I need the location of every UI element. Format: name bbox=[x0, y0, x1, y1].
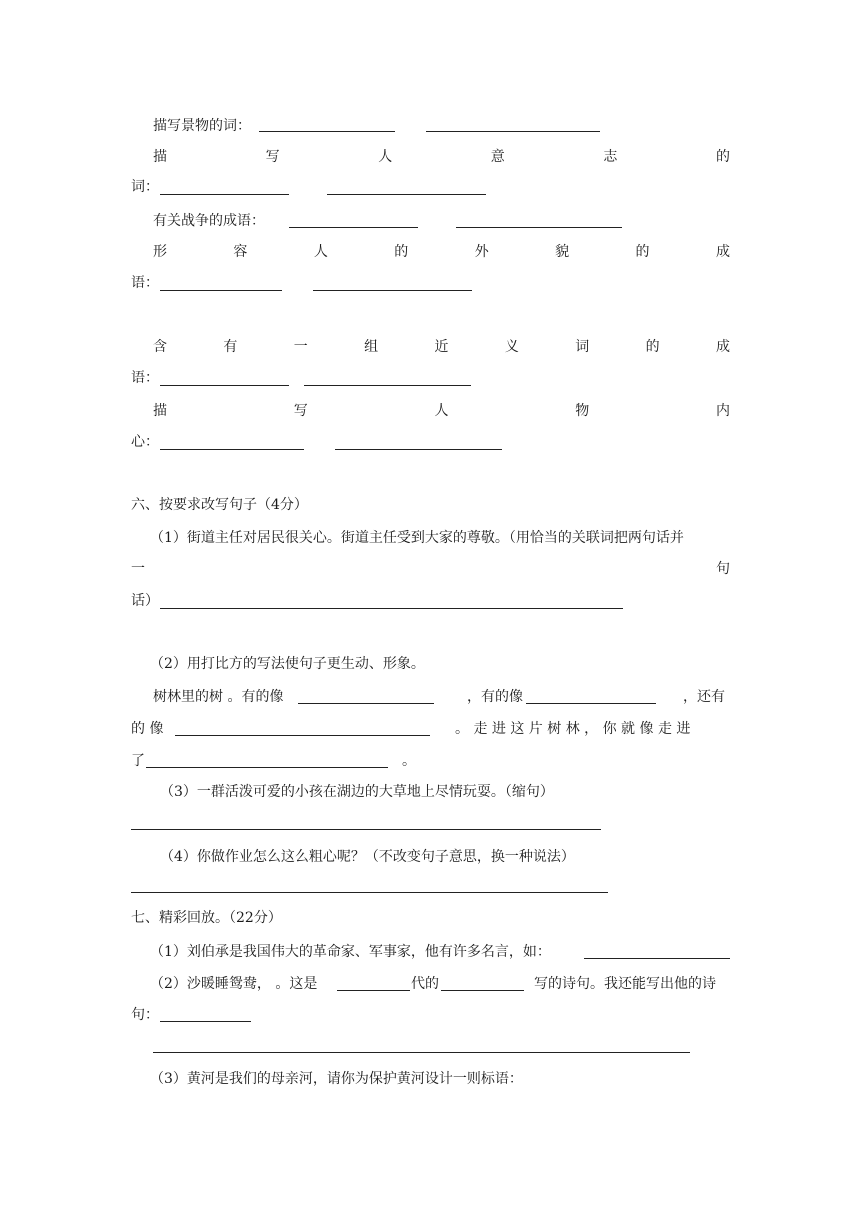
section6-q2-line1-a: 树林里的树 。有的像 bbox=[153, 689, 284, 705]
section6-q2-line2-a: 的 像 bbox=[131, 721, 164, 737]
section6-q2-line2-b: 。 走 进 这 片 树 林 ， 你 就 像 走 进 bbox=[455, 721, 691, 737]
heart-words-label-row bbox=[153, 402, 730, 420]
will-words-label-row bbox=[153, 148, 730, 166]
section7-q1-answer-line[interactable] bbox=[584, 958, 730, 959]
label-char: 貌 bbox=[555, 244, 570, 260]
label-char: 组 bbox=[364, 339, 379, 355]
label-char: 成 bbox=[716, 339, 730, 355]
label-char: 意 bbox=[490, 149, 505, 165]
will-words-label-tail: 词： bbox=[131, 179, 159, 195]
section6-q1-tail: 话） bbox=[131, 593, 159, 609]
label-char: 义 bbox=[504, 339, 519, 355]
section6-q1-wrap-right: 句 bbox=[716, 561, 730, 577]
label-char: 物 bbox=[575, 403, 590, 419]
label-char: 写 bbox=[265, 149, 280, 165]
label-char: 成 bbox=[715, 244, 730, 260]
war-idioms-blank-2[interactable] bbox=[456, 227, 622, 228]
label-char: 人 bbox=[378, 149, 393, 165]
section6-q4-answer-line[interactable] bbox=[131, 892, 608, 893]
label-char: 人 bbox=[434, 403, 449, 419]
section6-q1-answer-line[interactable] bbox=[160, 608, 623, 609]
section6-q4-text: （4）你做作业怎么这么粗心呢？（不改变句子意思，换一种说法） bbox=[160, 849, 575, 865]
label-char: 含 bbox=[153, 339, 167, 355]
section7-q2-c: 写的诗句。我还能写出他的诗 bbox=[534, 976, 716, 992]
heart-words-blank-2[interactable] bbox=[335, 449, 502, 450]
section6-q3-text: （3）一群活泼可爱的小孩在湖边的大草地上尽情玩耍。（缩句） bbox=[160, 784, 554, 800]
label-char: 描 bbox=[153, 403, 167, 419]
label-char: 形 bbox=[153, 244, 167, 260]
label-char: 的 bbox=[635, 244, 650, 260]
label-char: 容 bbox=[233, 244, 248, 260]
label-char: 的 bbox=[394, 244, 409, 260]
looks-idioms-blank-2[interactable] bbox=[313, 290, 472, 291]
label-char: 志 bbox=[603, 149, 618, 165]
will-words-blank-1[interactable] bbox=[160, 194, 289, 195]
section7-q2-author-blank[interactable] bbox=[441, 990, 524, 991]
scenery-words-blank-1[interactable] bbox=[259, 131, 395, 132]
war-idioms-label: 有关战争的成语： bbox=[153, 213, 265, 229]
section6-q3-answer-line[interactable] bbox=[131, 829, 601, 830]
scenery-words-label: 描写景物的词： bbox=[153, 118, 251, 134]
section6-q2-line3-a: 了 bbox=[131, 753, 145, 769]
section7-q2-poem-line[interactable] bbox=[153, 1052, 690, 1053]
synonym-idioms-label-tail: 语： bbox=[131, 370, 159, 386]
section7-q2-poem-blank[interactable] bbox=[160, 1021, 251, 1022]
label-char: 内 bbox=[716, 403, 730, 419]
looks-idioms-label-tail: 语： bbox=[131, 275, 159, 291]
looks-idioms-label-row bbox=[153, 243, 730, 261]
section7-q2-b: 代的 bbox=[411, 976, 439, 992]
synonym-idioms-blank-2[interactable] bbox=[304, 385, 471, 386]
section6-q2-blank-4[interactable] bbox=[146, 767, 388, 768]
label-char: 一 bbox=[293, 339, 308, 355]
label-char: 词 bbox=[575, 339, 590, 355]
label-char: 的 bbox=[715, 149, 730, 165]
looks-idioms-blank-1[interactable] bbox=[160, 290, 282, 291]
section7-title: 七、精彩回放。（22分） bbox=[131, 910, 282, 926]
label-char: 写 bbox=[293, 403, 308, 419]
section7-q2-dynasty-blank[interactable] bbox=[337, 990, 410, 991]
section7-q1-text: （1）刘伯承是我国伟大的革命家、军事家，他有许多名言，如： bbox=[150, 944, 551, 960]
heart-words-blank-1[interactable] bbox=[160, 449, 304, 450]
label-char: 外 bbox=[474, 244, 489, 260]
label-char: 近 bbox=[434, 339, 449, 355]
label-char: 人 bbox=[313, 244, 328, 260]
synonym-idioms-blank-1[interactable] bbox=[160, 385, 289, 386]
section6-q2-blank-2[interactable] bbox=[526, 703, 656, 704]
section7-q2-a: （2）沙暖睡鸳鸯， 。这是 bbox=[150, 976, 318, 992]
war-idioms-blank-1[interactable] bbox=[289, 227, 418, 228]
section6-q1-wrap-left: 一 bbox=[131, 561, 145, 577]
section7-q3-text: （3）黄河是我们的母亲河，请你为保护黄河设计一则标语： bbox=[150, 1071, 523, 1087]
section6-title: 六、按要求改写句子（4分） bbox=[131, 497, 308, 513]
label-char: 有 bbox=[223, 339, 238, 355]
will-words-blank-2[interactable] bbox=[327, 194, 486, 195]
section6-q1-text: （1）街道主任对居民很关心。街道主任受到大家的尊敬。（用恰当的关联词把两句话并 bbox=[150, 530, 684, 546]
section6-q2-line1-c: ，还有 bbox=[683, 689, 725, 705]
scenery-words-blank-2[interactable] bbox=[426, 131, 600, 132]
section7-q2-tail: 句： bbox=[131, 1007, 159, 1023]
label-char: 描 bbox=[153, 149, 167, 165]
section6-q2-text: （2）用打比方的写法使句子更生动、形象。 bbox=[150, 656, 425, 672]
section6-q2-line3-b: 。 bbox=[402, 753, 416, 769]
synonym-idioms-label-row bbox=[153, 338, 730, 356]
label-char: 的 bbox=[645, 339, 660, 355]
heart-words-label-tail: 心： bbox=[131, 434, 159, 450]
section6-q2-blank-3[interactable] bbox=[175, 735, 430, 736]
section6-q2-line1-b: ，有的像 bbox=[467, 689, 523, 705]
section6-q2-blank-1[interactable] bbox=[298, 703, 434, 704]
